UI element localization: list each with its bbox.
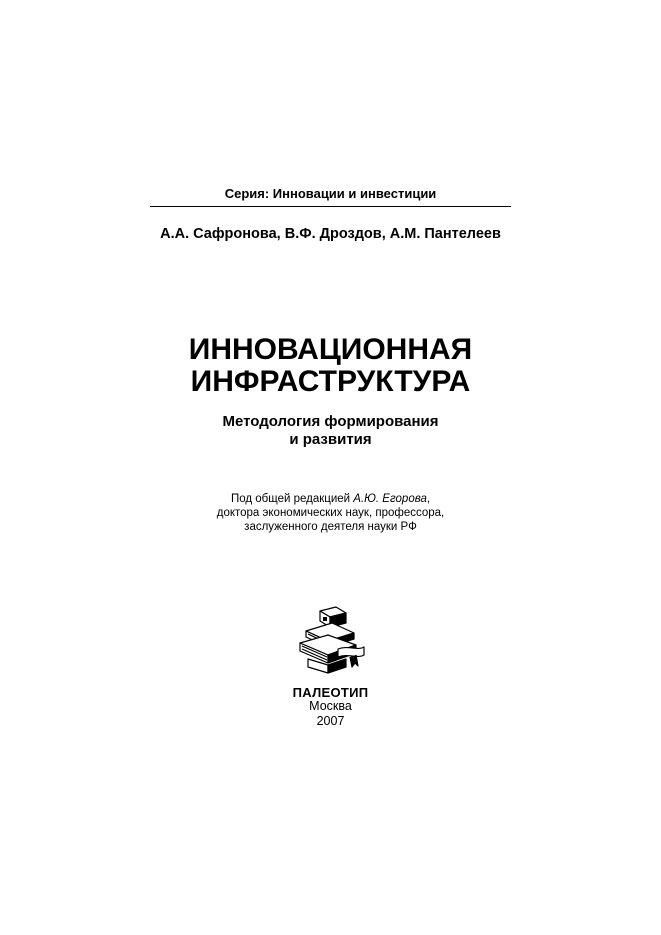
publisher-city: Москва: [309, 699, 352, 713]
editor-credit: [0, 492, 661, 534]
books-diploma-logo-icon: [292, 605, 368, 681]
series-title: Серия: Инновации и инвестиции: [224, 186, 437, 201]
editor-credit-line-1: [0, 492, 661, 506]
series-divider: [150, 206, 511, 207]
book-title-line-1: ИННОВАЦИОННАЯ: [188, 333, 473, 366]
editor-suffix: ,: [426, 493, 431, 505]
authors: А.А. Сафронова, В.Ф. Дроздов, А.М. Пантелеев: [160, 226, 501, 242]
book-title-line-2: ИНФРАСТРУКТУРА: [190, 365, 471, 398]
publication-year: 2007: [316, 714, 345, 728]
book-subtitle-line-1: Методология формирования: [222, 413, 439, 430]
book-title: [0, 334, 661, 398]
book-subtitle-line-2: и развития: [289, 431, 372, 448]
publisher-name: ПАЛЕОТИП: [292, 685, 369, 700]
editor-prefix: Под общей редакцией: [230, 493, 354, 505]
book-subtitle: [0, 413, 661, 449]
editor-credit-line-2: доктора экономических наук, профессора,: [216, 507, 445, 519]
editor-name: А.Ю. Егорова: [353, 493, 427, 505]
editor-credit-line-3: заслуженного деятеля науки РФ: [244, 521, 417, 533]
